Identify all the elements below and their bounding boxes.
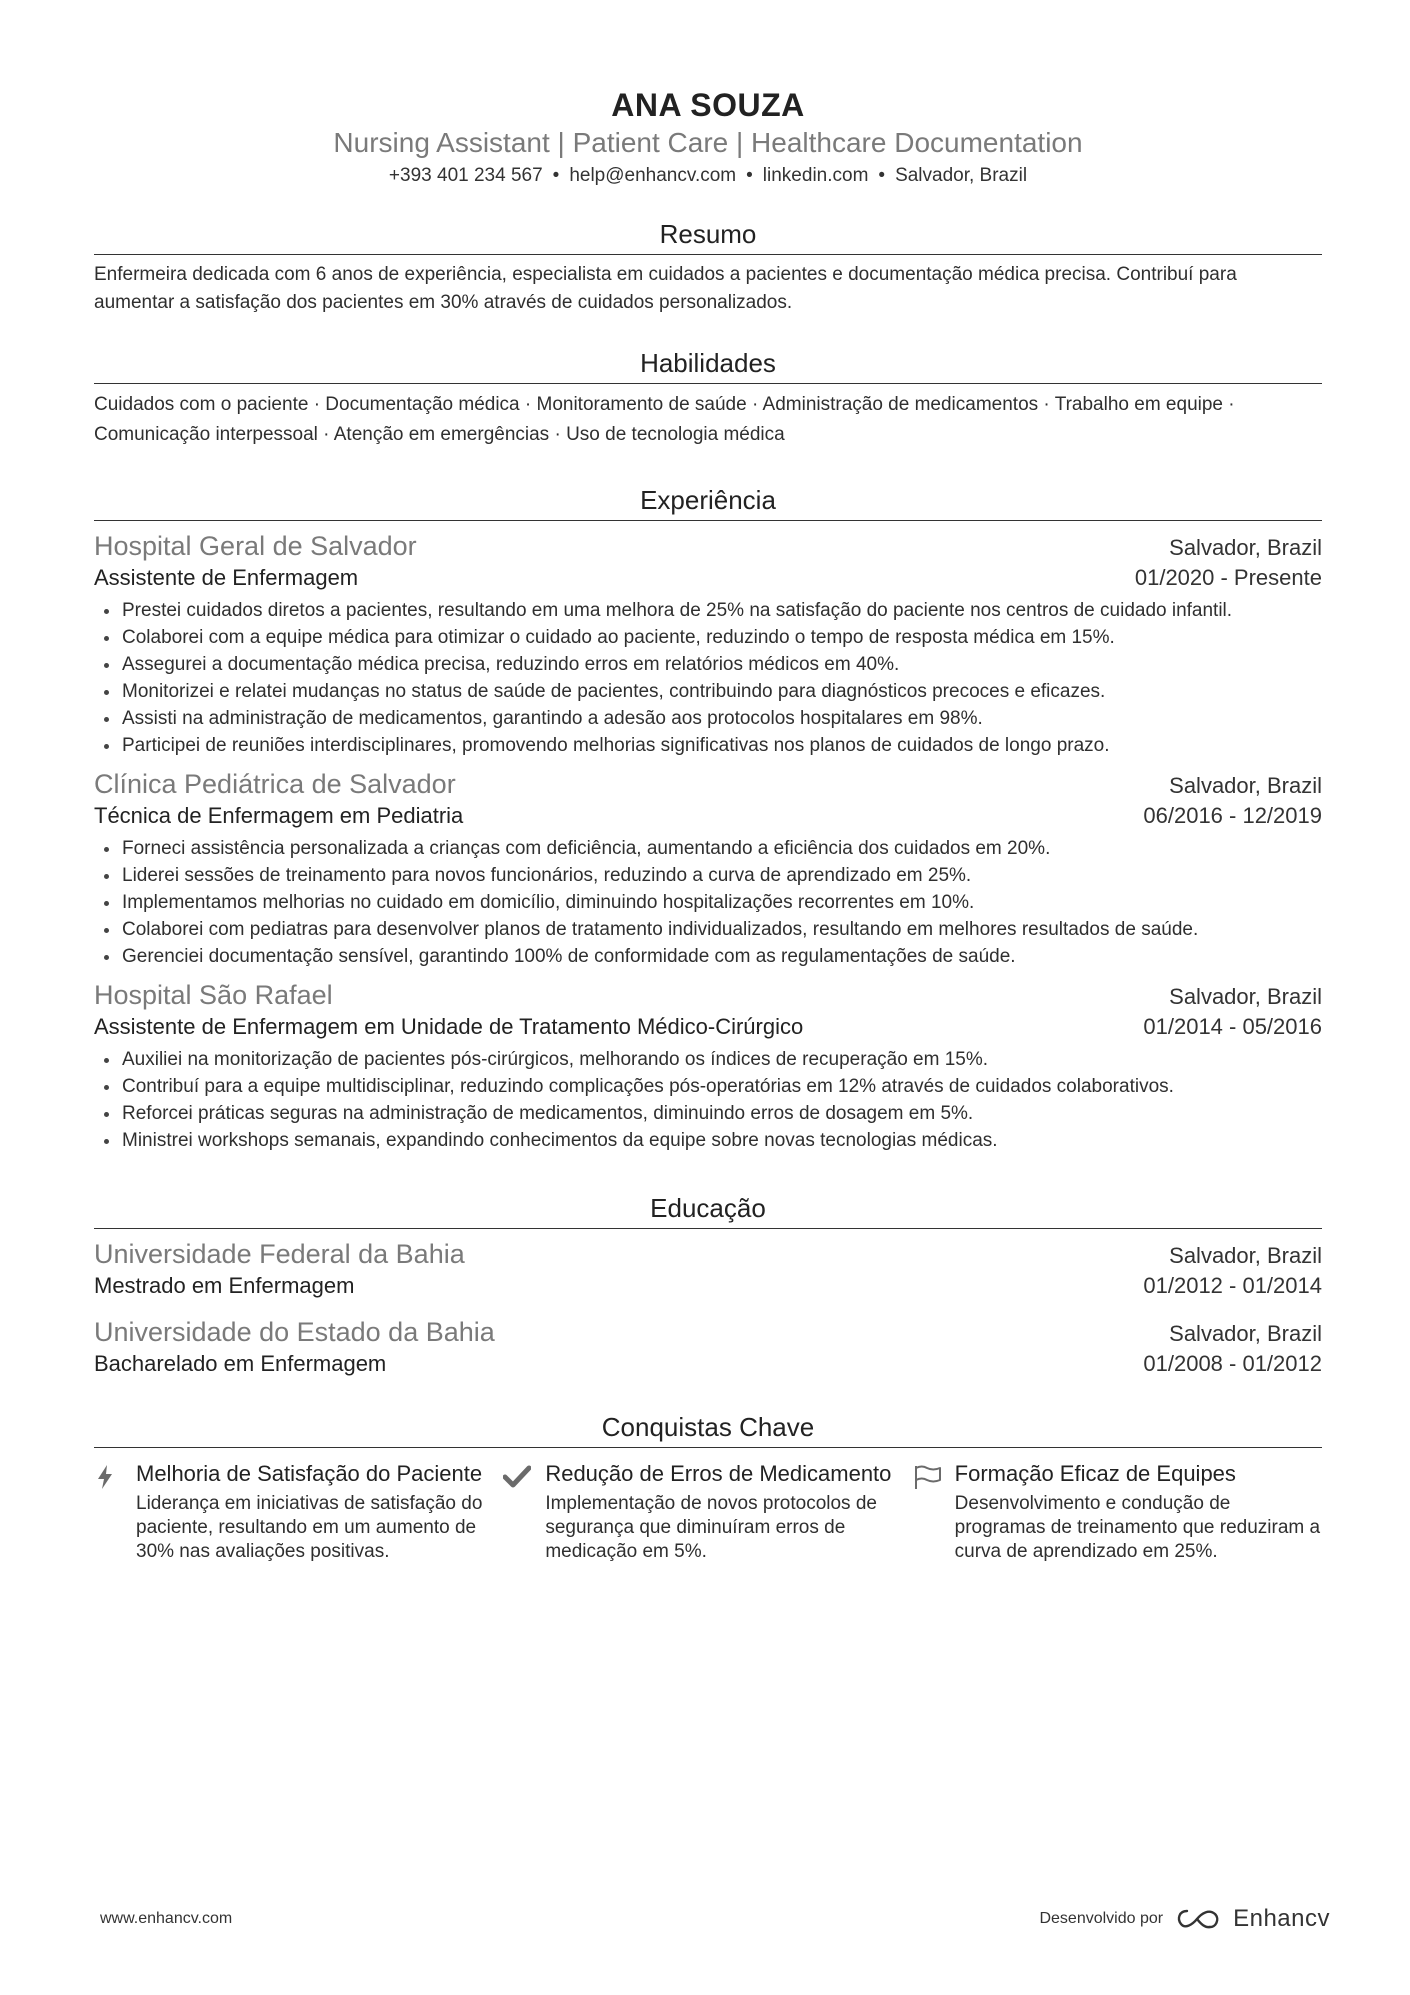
summary-section — [94, 218, 1322, 317]
flag-icon — [913, 1460, 955, 1564]
contact-line — [94, 164, 1322, 188]
footer-branding — [1039, 1905, 1330, 1933]
employer-name: Clínica Pediátrica de Salvador — [94, 769, 456, 799]
resume-header — [94, 0, 1322, 188]
enhancv-logo-icon — [1175, 1907, 1221, 1931]
list-item: Ministrei workshops semanais, expandindo conhecimentos da equipe sobre novas tecnologias médicas. — [94, 1127, 1322, 1154]
footer-website-link[interactable]: www.enhancv.com — [100, 1910, 233, 1927]
candidate-name: ANA SOUZA — [611, 87, 805, 123]
education-section — [94, 1192, 1322, 1379]
section-title-education: Educação — [94, 1192, 1322, 1229]
section-title-skills: Habilidades — [94, 347, 1322, 384]
job-dates: 06/2016 - 12/2019 — [1143, 803, 1322, 828]
entry-header — [94, 767, 1322, 801]
list-item: Reforcei práticas seguras na administração de medicamentos, diminuindo erros de dosagem em 5%. — [94, 1100, 1322, 1127]
checkmark-icon — [503, 1460, 545, 1564]
list-item: Implementamos melhorias no cuidado em domicílio, diminuindo hospitalizações recorrentes em 10%. — [94, 889, 1322, 916]
bullet-separator: • — [746, 165, 753, 186]
achievement-item — [913, 1460, 1322, 1564]
brand-name[interactable]: Enhancv — [1233, 1905, 1330, 1932]
entry-subheader — [94, 1349, 1322, 1379]
job-title: Assistente de Enfermagem — [94, 565, 359, 590]
entry-header — [94, 978, 1322, 1012]
list-item: Colaborei com pediatras para desenvolver planos de tratamento individualizados, resultando em melhores resultados de saúde. — [94, 916, 1322, 943]
list-item: Assegurei a documentação médica precisa, reduzindo erros em relatórios médicos em 40%. — [94, 651, 1322, 678]
experience-entry — [94, 767, 1322, 970]
job-dates: 01/2020 - Presente — [1134, 565, 1322, 590]
education-entry — [94, 1237, 1322, 1301]
contact-linkedin[interactable]: linkedin.com — [762, 165, 869, 186]
experience-section — [94, 484, 1322, 1154]
job-location: Salvador, Brazil — [1169, 984, 1322, 1009]
achievement-item — [503, 1460, 912, 1564]
job-bullets — [94, 835, 1322, 970]
achievement-title: Redução de Erros de Medicamento — [545, 1461, 892, 1486]
entry-header — [94, 1237, 1322, 1271]
summary-text: Enfermeira dedicada com 6 anos de experiência, especialista em cuidados a pacientes e documentação médica precisa. Contribuí para aumentar a satisfação dos pacientes em 30% através de cuidados personalizados. — [94, 264, 1237, 313]
education-dates: 01/2008 - 01/2012 — [1143, 1351, 1322, 1376]
candidate-headline: Nursing Assistant | Patient Care | Healthcare Documentation — [333, 127, 1083, 158]
achievement-title: Melhoria de Satisfação do Paciente — [136, 1461, 483, 1486]
education-entry — [94, 1315, 1322, 1379]
job-dates: 01/2014 - 05/2016 — [1143, 1014, 1322, 1039]
list-item: Contribuí para a equipe multidisciplinar, reduzindo complicações pós-operatórias em 12% através de cuidados colaborativos. — [94, 1073, 1322, 1100]
achievement-description: Liderança em iniciativas de satisfação do paciente, resultando em um aumento de 30% nas avaliações positivas. — [136, 1493, 483, 1562]
degree-name: Bacharelado em Enfermagem — [94, 1351, 387, 1376]
list-item: Prestei cuidados diretos a pacientes, resultando em uma melhora de 25% na satisfação do paciente nos centros de cuidado infantil. — [94, 597, 1322, 624]
school-location: Salvador, Brazil — [1169, 1321, 1322, 1346]
skills-line-2: Comunicação interpessoal · Atenção em emergências · Uso de tecnologia médica — [94, 424, 785, 445]
section-title-experience: Experiência — [94, 484, 1322, 521]
entry-subheader — [94, 1271, 1322, 1301]
list-item: Forneci assistência personalizada a crianças com deficiência, aumentando a eficiência dos cuidados em 20%. — [94, 835, 1322, 862]
job-title: Técnica de Enfermagem em Pediatria — [94, 803, 464, 828]
entry-subheader — [94, 801, 1322, 831]
list-item: Monitorizei e relatei mudanças no status de saúde de pacientes, contribuindo para diagnósticos precoces e eficazes. — [94, 678, 1322, 705]
education-dates: 01/2012 - 01/2014 — [1143, 1273, 1322, 1298]
page-footer — [100, 1905, 1330, 1933]
contact-location: Salvador, Brazil — [895, 165, 1028, 186]
job-bullets — [94, 1046, 1322, 1154]
list-item: Liderei sessões de treinamento para novos funcionários, reduzindo a curva de aprendizado em 25%. — [94, 862, 1322, 889]
achievement-item — [94, 1460, 503, 1564]
bullet-separator: • — [552, 165, 560, 186]
school-name: Universidade do Estado da Bahia — [94, 1317, 495, 1347]
resume-page — [94, 0, 1322, 1564]
achievement-description: Desenvolvimento e condução de programas de treinamento que reduziram a curva de aprendizado em 25%. — [954, 1493, 1321, 1562]
school-location: Salvador, Brazil — [1169, 1243, 1322, 1268]
employer-name: Hospital São Rafael — [94, 980, 333, 1010]
degree-name: Mestrado em Enfermagem — [94, 1273, 355, 1298]
list-item: Assisti na administração de medicamentos, garantindo a adesão aos protocolos hospitalares em 98%. — [94, 705, 1322, 732]
job-bullets — [94, 597, 1322, 759]
section-title-summary: Resumo — [94, 218, 1322, 255]
lightning-icon — [94, 1460, 136, 1564]
experience-entry — [94, 529, 1322, 759]
achievements-section — [94, 1411, 1322, 1564]
entry-header — [94, 1315, 1322, 1349]
powered-by-label: Desenvolvido por — [1039, 1910, 1164, 1927]
contact-email[interactable]: help@enhancv.com — [569, 165, 737, 186]
school-name: Universidade Federal da Bahia — [94, 1239, 465, 1269]
contact-phone: +393 401 234 567 — [388, 165, 543, 186]
section-title-achievements: Conquistas Chave — [94, 1411, 1322, 1448]
entry-subheader — [94, 563, 1322, 593]
achievements-grid — [94, 1460, 1322, 1564]
job-location: Salvador, Brazil — [1169, 535, 1322, 560]
achievement-title: Formação Eficaz de Equipes — [954, 1461, 1236, 1486]
job-location: Salvador, Brazil — [1169, 773, 1322, 798]
achievement-description: Implementação de novos protocolos de segurança que diminuíram erros de medicação em 5%. — [545, 1493, 877, 1562]
employer-name: Hospital Geral de Salvador — [94, 531, 417, 561]
skills-section — [94, 347, 1322, 450]
list-item: Gerenciei documentação sensível, garantindo 100% de conformidade com as regulamentações de saúde. — [94, 943, 1322, 970]
list-item: Colaborei com a equipe médica para otimizar o cuidado ao paciente, reduzindo o tempo de resposta médica em 15%. — [94, 624, 1322, 651]
list-item: Participei de reuniões interdisciplinares, promovendo melhorias significativas nos planos de cuidados de longo prazo. — [94, 732, 1322, 759]
entry-header — [94, 529, 1322, 563]
skills-line-1: Cuidados com o paciente · Documentação médica · Monitoramento de saúde · Administração de medicamentos · Trabalho em equipe · — [94, 394, 1235, 415]
bullet-separator: • — [878, 165, 886, 186]
experience-entry — [94, 978, 1322, 1154]
list-item: Auxiliei na monitorização de pacientes pós-cirúrgicos, melhorando os índices de recuperação em 15%. — [94, 1046, 1322, 1073]
entry-subheader — [94, 1012, 1322, 1042]
job-title: Assistente de Enfermagem em Unidade de Tratamento Médico-Cirúrgico — [94, 1014, 804, 1039]
